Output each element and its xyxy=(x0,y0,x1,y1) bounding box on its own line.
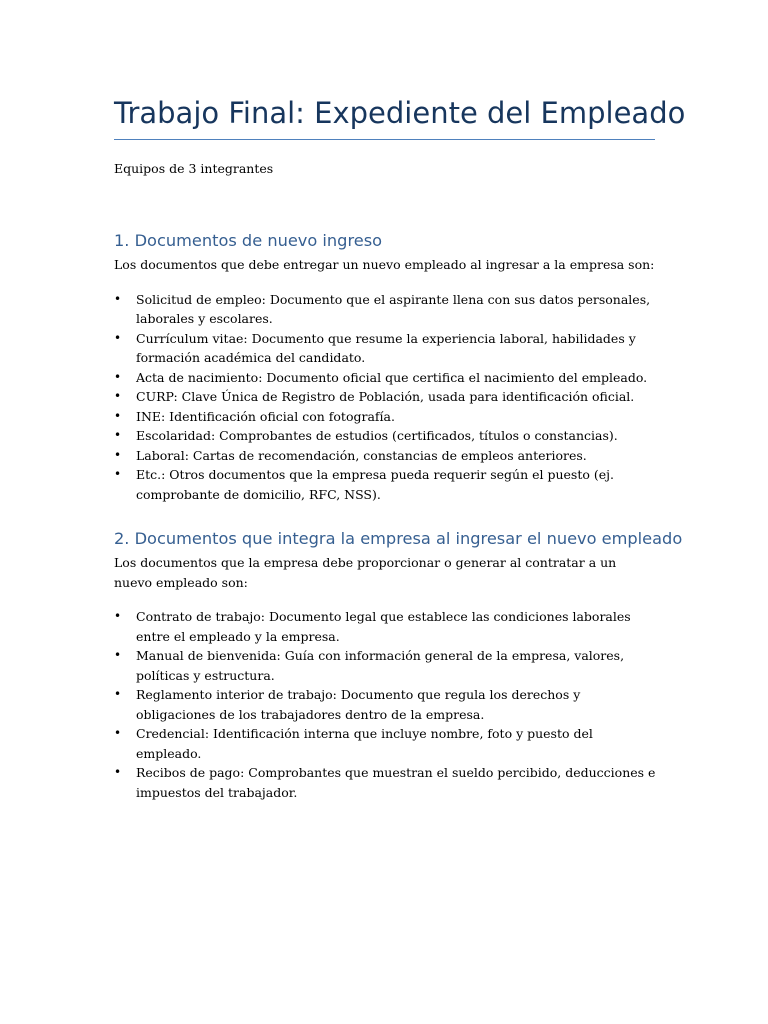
title-divider xyxy=(114,139,655,140)
list-item xyxy=(114,290,659,329)
list-item xyxy=(114,646,659,685)
list-item-text: Etc.: Otros documentos que la empresa pueda requerir según el puesto (ej. comprobante de domicilio, RFC, NSS). xyxy=(136,467,614,502)
list-item xyxy=(114,407,659,427)
list-item xyxy=(114,426,659,446)
list-item-text: Currículum vitae: Documento que resume la experiencia laboral, habilidades y formación académica del candidato. xyxy=(136,330,636,365)
list-item xyxy=(114,368,659,388)
list-item-text: Solicitud de empleo: Documento que el aspirante llena con sus datos personales, laborales y escolares. xyxy=(136,291,651,326)
bullet-icon: • xyxy=(114,765,122,779)
list-item-text: CURP: Clave Única de Registro de Población, usada para identificación oficial. xyxy=(136,389,635,404)
list-item-text: Contrato de trabajo: Documento legal que establece las condiciones laborales entre el empleado y la empresa. xyxy=(136,609,631,644)
list-item xyxy=(114,724,659,763)
list-item xyxy=(114,607,659,646)
section-company-documents xyxy=(114,527,683,802)
list-item-text: Escolaridad: Comprobantes de estudios (certificados, títulos o constancias). xyxy=(136,428,618,443)
bullet-icon: • xyxy=(114,389,122,403)
bullet-icon: • xyxy=(114,330,122,345)
list-item-text: INE: Identificación oficial con fotografía. xyxy=(136,408,395,424)
list-item xyxy=(114,465,659,504)
bullet-list xyxy=(114,607,659,802)
list-item xyxy=(114,387,659,407)
bullet-icon: • xyxy=(114,687,122,701)
bullet-icon: • xyxy=(114,447,122,462)
list-item xyxy=(114,763,659,802)
section-heading: 2. Documentos que integra la empresa al ingresar el nuevo empleado xyxy=(114,529,683,548)
list-item xyxy=(114,329,659,368)
list-item-text: Acta de nacimiento: Documento oficial que certifica el nacimiento del empleado. xyxy=(136,369,648,385)
section-intro: Los documentos que la empresa debe proporcionar o generar al contratar a un nuevo empleado son: xyxy=(114,555,617,590)
list-item-text: Recibos de pago: Comprobantes que muestran el sueldo percibido, deducciones e impuestos del trabajador. xyxy=(136,765,656,800)
section-heading: 1. Documentos de nuevo ingreso xyxy=(114,231,383,250)
bullet-icon: • xyxy=(114,428,122,442)
bullet-list xyxy=(114,290,659,505)
section-intro: Los documentos que debe entregar un nuevo empleado al ingresar a la empresa son: xyxy=(114,257,655,272)
list-item-text: Reglamento interior de trabajo: Documento que regula los derechos y obligaciones de los trabajadores dentro de la empresa. xyxy=(136,687,581,722)
bullet-icon: • xyxy=(114,609,122,623)
bullet-icon: • xyxy=(114,291,122,306)
section-new-hire-documents xyxy=(114,229,659,504)
list-item-text: Laboral: Cartas de recomendación, constancias de empleos anteriores. xyxy=(136,447,587,463)
bullet-icon: • xyxy=(114,408,122,423)
bullet-icon: • xyxy=(114,369,122,384)
list-item xyxy=(114,685,659,724)
list-item-text: Manual de bienvenida: Guía con información general de la empresa, valores, políticas y estructura. xyxy=(136,648,625,683)
bullet-icon: • xyxy=(114,467,122,481)
bullet-icon: • xyxy=(114,648,122,662)
document-title: Trabajo Final: Expediente del Empleado xyxy=(114,96,686,130)
document-subtitle: Equipos de 3 integrantes xyxy=(114,161,274,176)
list-item-text: Credencial: Identificación interna que incluye nombre, foto y puesto del empleado. xyxy=(136,726,593,761)
list-item xyxy=(114,446,659,466)
bullet-icon: • xyxy=(114,726,122,740)
